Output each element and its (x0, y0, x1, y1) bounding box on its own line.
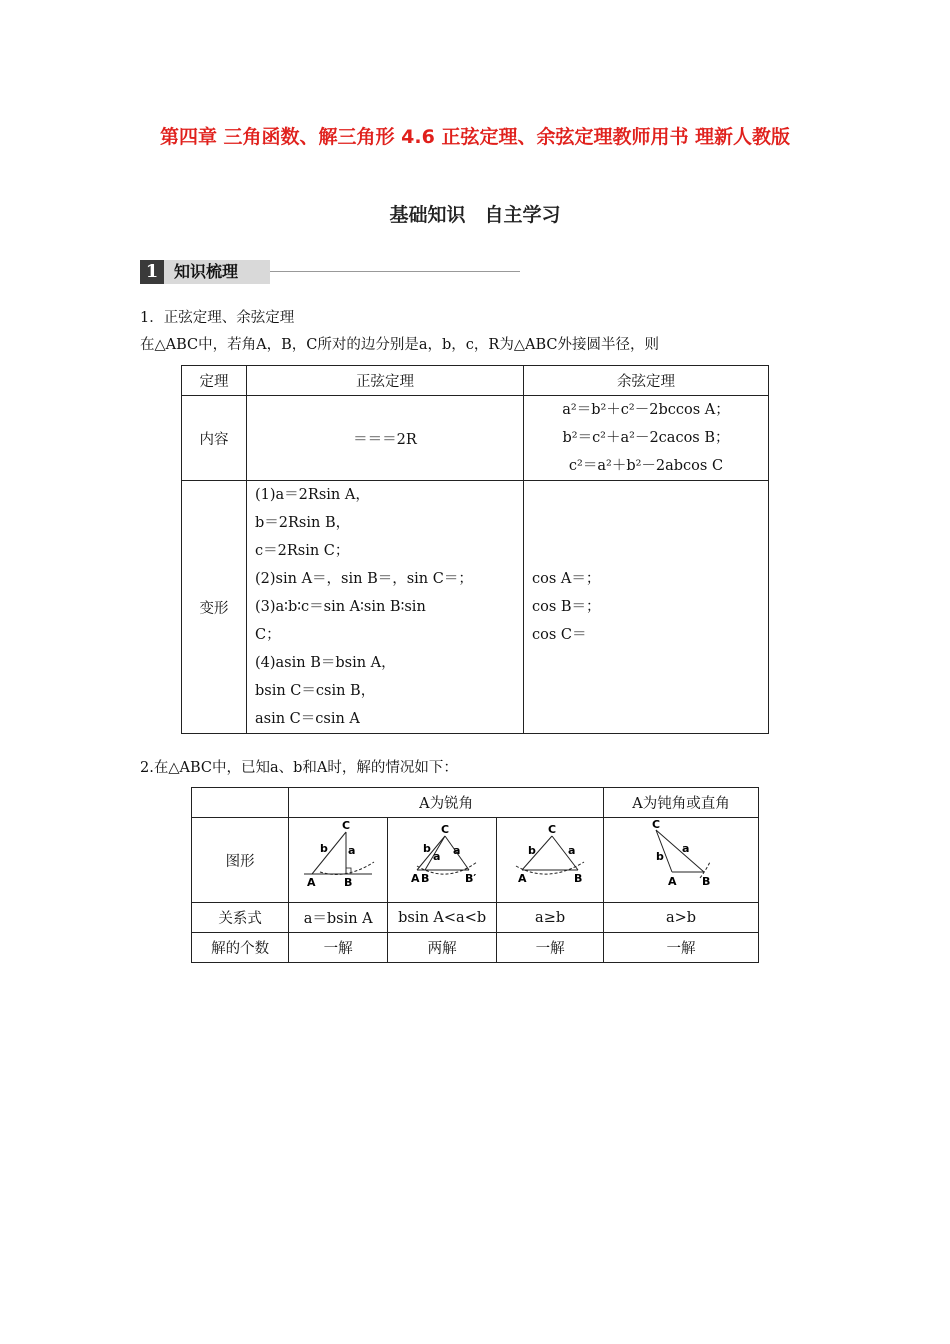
label-b: b (656, 850, 664, 863)
count-cell: 一解 (289, 933, 388, 963)
header-acute: A为锐角 (289, 788, 604, 818)
row-content-label: 内容 (182, 396, 247, 481)
label-c: C (342, 819, 351, 832)
label-B-prime: B′ (465, 872, 477, 885)
header-sine-law: 正弦定理 (247, 366, 524, 396)
cosine-formula-1: a²＝b²＋c²－2bccos A； (562, 402, 730, 418)
label-a: a (682, 842, 690, 855)
label-a: a (568, 844, 576, 857)
relation-cell: a≥b (497, 903, 604, 933)
relation-cell: a＝bsin A (289, 903, 388, 933)
label-b: b (528, 844, 536, 857)
solutions-table (191, 787, 759, 963)
count-cell: 两解 (388, 933, 497, 963)
header-theorem: 定理 (182, 366, 247, 396)
figure-one-solution-ge (497, 818, 604, 903)
label-B: B (421, 872, 430, 885)
sine-variant-line: asin C＝csin A (255, 711, 360, 727)
label-a: a (453, 844, 461, 857)
figure-two-solutions (388, 818, 497, 903)
cosine-law-variants (524, 481, 769, 734)
count-cell: 一解 (497, 933, 604, 963)
cosine-variant-line: cos B＝； (532, 599, 601, 615)
sine-variant-line: C； (255, 627, 281, 643)
sine-variant-line: b＝2Rsin B， (255, 515, 351, 531)
sine-variant-line: (2)sin A＝，sin B＝，sin C＝； (255, 571, 473, 587)
sine-variant-line: c＝2Rsin C； (255, 543, 350, 559)
label-A: A (668, 875, 677, 888)
header-cosine-law: 余弦定理 (524, 366, 769, 396)
row-variant-label: 变形 (182, 481, 247, 734)
cosine-variant-line: cos C＝ (532, 627, 587, 643)
label-B: B (344, 876, 353, 889)
figure-obtuse (604, 818, 759, 903)
triangle-figure (290, 818, 386, 898)
document-title: 第四章 三角函数、解三角形 4.6 正弦定理、余弦定理教师用书 理新人教版 (159, 126, 791, 148)
sine-variant-line: (3)a∶b∶c＝sin A∶sin B∶sin (255, 599, 426, 615)
cosine-formula-2: b²＝c²＋a²－2cacos B； (562, 430, 730, 446)
label-a: a (348, 844, 356, 857)
label-c: C (548, 823, 557, 836)
triangle-figure (606, 818, 756, 898)
para-1-intro: 在△ABC中，若角A，B，C所对的边分别是a，b，c，R为△ABC外接圆半径，则 (140, 337, 659, 353)
section-divider (270, 271, 520, 272)
label-A: A (411, 872, 420, 885)
triangle-figure (498, 818, 602, 898)
cosine-law-content (524, 396, 769, 481)
section-subtitle: 基础知识 自主学习 (389, 204, 561, 226)
section-label: 知识梳理 (164, 260, 270, 284)
relation-cell: bsin A<a<b (388, 903, 497, 933)
theorem-table (181, 365, 769, 734)
label-B: B (574, 872, 583, 885)
row-relation-label: 关系式 (192, 903, 289, 933)
label-b: b (423, 842, 431, 855)
label-B: B (702, 875, 711, 888)
label-c: C (441, 823, 450, 836)
para-1-heading: 1．正弦定理、余弦定理 (140, 310, 295, 326)
sine-law-content: ＝＝＝2R (247, 396, 524, 481)
sine-variant-line: (4)asin B＝bsin A， (255, 655, 396, 671)
section-number: 1 (140, 260, 164, 284)
label-A: A (307, 876, 316, 889)
sine-variant-line: bsin C＝csin B， (255, 683, 376, 699)
row-count-label: 解的个数 (192, 933, 289, 963)
section-heading (140, 260, 520, 284)
para-2-heading: 2.在△ABC中，已知a、b和A时，解的情况如下： (140, 760, 458, 776)
sine-law-variants (247, 481, 524, 734)
relation-cell: a>b (604, 903, 759, 933)
cosine-variant-line: cos A＝； (532, 571, 601, 587)
label-a: a (433, 850, 441, 863)
label-c: C (652, 818, 661, 831)
header-obtuse: A为钝角或直角 (604, 788, 759, 818)
figure-one-solution-right (289, 818, 388, 903)
triangle-figure (389, 818, 495, 898)
label-b: b (320, 842, 329, 855)
cosine-formula-3: c²＝a²＋b²－2abcos C (568, 458, 724, 474)
count-cell: 一解 (604, 933, 759, 963)
sine-variant-line: (1)a＝2Rsin A， (255, 487, 370, 503)
label-A: A (518, 872, 527, 885)
corner-cell (192, 788, 289, 818)
row-figure-label: 图形 (192, 818, 289, 903)
